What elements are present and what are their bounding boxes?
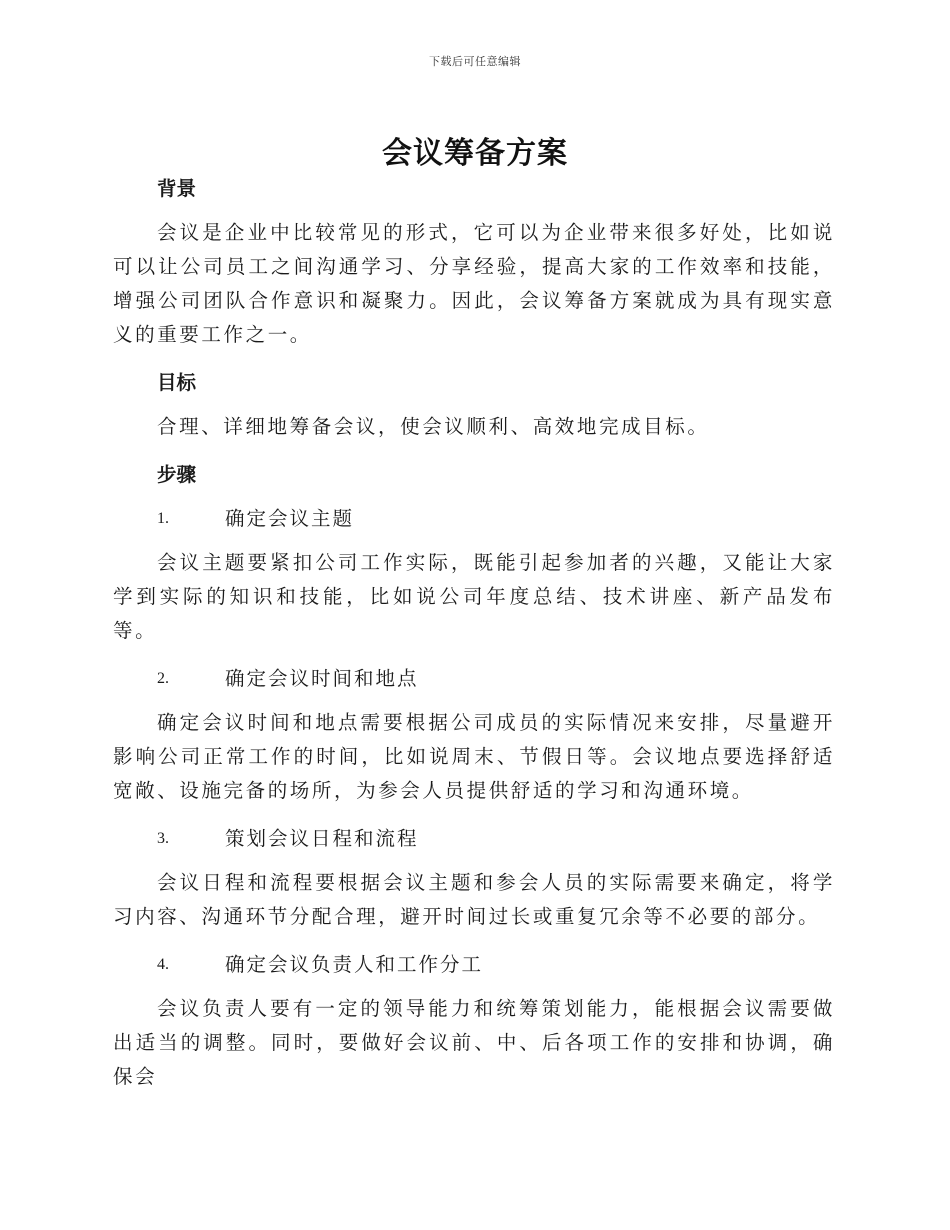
- section-heading-steps: 步骤: [157, 463, 197, 486]
- step-paragraph: 确定会议时间和地点需要根据公司成员的实际情况来安排，尽量避开影响公司正常工作的时间，比如说周末、节假日等。会议地点要选择舒适宽敞、设施完备的场所，为参会人员提供舒适的学习和沟通环境。: [113, 711, 835, 802]
- page-header-note: 下载后可任意编辑: [429, 55, 521, 68]
- section-paragraph-background: 会议是企业中比较常见的形式，它可以为企业带来很多好处，比如说可以让公司员工之间沟通学习、分享经验，提高大家的工作效率和技能，增强公司团队合作意识和凝聚力。因此，会议筹备方案就成为具有现实意义的重要工作之一。: [113, 221, 835, 346]
- step-label: 确定会议时间和地点: [225, 667, 419, 690]
- step-item: [113, 822, 835, 856]
- step-number: 4.: [157, 956, 169, 973]
- step-paragraph: 会议负责人要有一定的领导能力和统筹策划能力，能根据会议需要做出适当的调整。同时，要做好会议前、中、后各项工作的安排和协调，确保会: [113, 997, 835, 1088]
- section-heading-goal: 目标: [157, 371, 197, 394]
- step-number: 3.: [157, 830, 169, 847]
- step-label: 策划会议日程和流程: [225, 827, 419, 850]
- document-body: [113, 172, 835, 1108]
- section-paragraph-goal: 合理、详细地筹备会议，使会议顺利、高效地完成目标。: [157, 415, 710, 438]
- document-title: 会议筹备方案: [382, 136, 568, 171]
- step-paragraph: 会议日程和流程要根据会议主题和参会人员的实际需要来确定，将学习内容、沟通环节分配合理，避开时间过长或重复冗余等不必要的部分。: [113, 871, 835, 928]
- section-heading-background: 背景: [157, 177, 197, 200]
- step-item: [113, 948, 835, 982]
- step-item: [113, 502, 835, 536]
- step-label: 确定会议主题: [225, 507, 355, 530]
- step-label: 确定会议负责人和工作分工: [225, 953, 484, 976]
- step-number: 2.: [157, 670, 169, 687]
- step-number: 1.: [157, 510, 169, 527]
- step-paragraph: 会议主题要紧扣公司工作实际，既能引起参加者的兴趣，又能让大家学到实际的知识和技能，比如说公司年度总结、技术讲座、新产品发布等。: [113, 551, 835, 642]
- step-item: [113, 662, 835, 696]
